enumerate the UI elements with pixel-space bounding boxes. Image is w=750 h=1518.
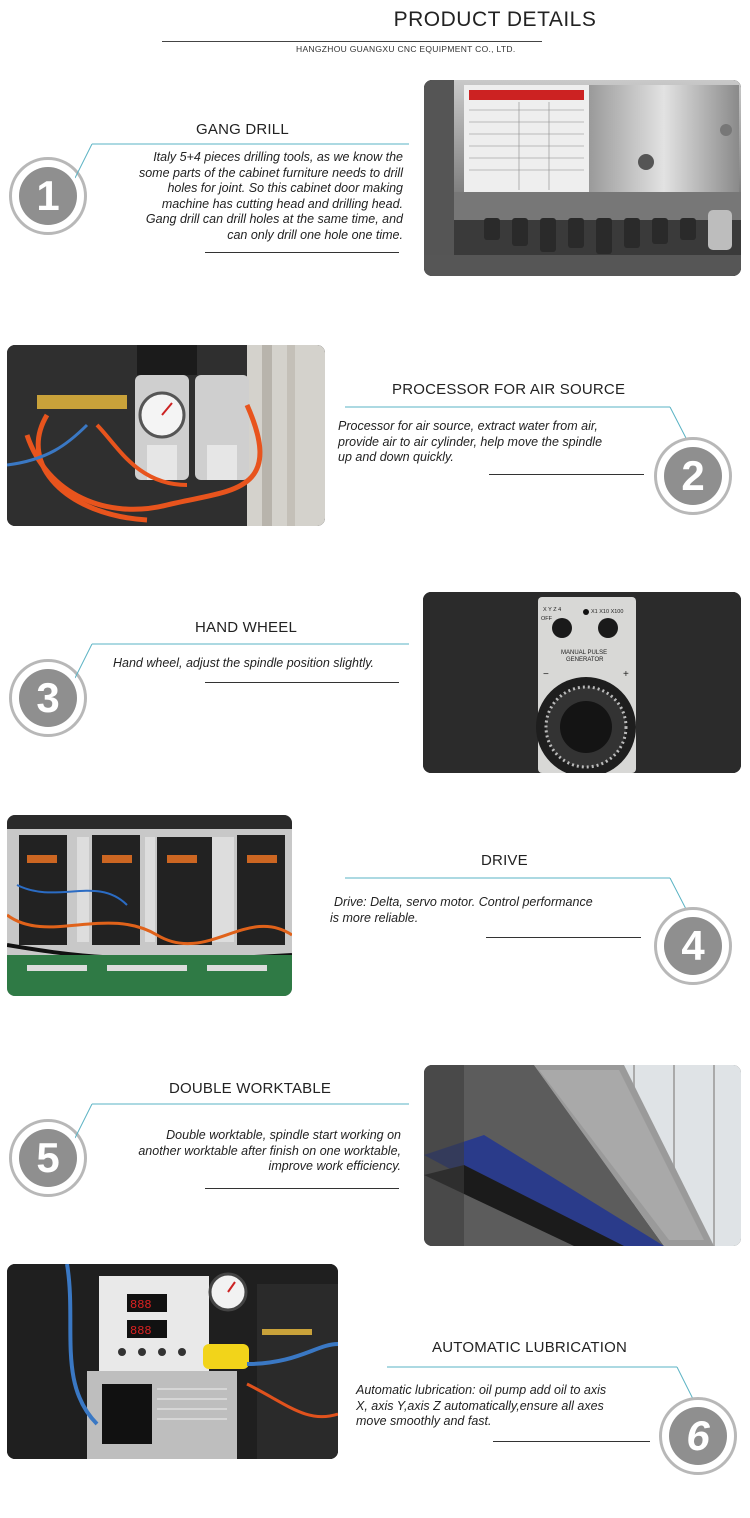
svg-text:888: 888: [130, 1298, 152, 1312]
minus-label: −: [543, 669, 549, 680]
generator-label-2: GENERATOR: [566, 657, 604, 663]
plus-label: +: [623, 669, 629, 680]
section-number-badge: [654, 437, 732, 515]
underline: [489, 474, 644, 475]
section-number-badge: [659, 1397, 737, 1475]
badge-number: 1: [19, 167, 77, 225]
scale-labels: X1 X10 X100: [591, 609, 624, 615]
page-title: PRODUCT DETAILS: [393, 8, 597, 31]
underline: [205, 682, 399, 683]
section-title: PROCESSOR FOR AIR SOURCE: [392, 381, 626, 398]
section-description: Italy 5+4 pieces drilling tools, as we know the some parts of the cabinet furniture needs to drill holes for joint. So this cabinet door making machine has cutting head and drilling head. Gang drill can drill holes at the same time, and can only drill one hole one time.: [138, 150, 403, 242]
air-filter-photo: [7, 345, 325, 526]
section-description: Double worktable, spindle start working on another worktable after finish on one worktable, improve work efficiency.: [138, 1128, 401, 1173]
section-title: HAND WHEEL: [195, 619, 298, 636]
badge-number: 6: [669, 1407, 727, 1465]
generator-label-1: MANUAL PULSE: [561, 650, 608, 656]
section-description: Automatic lubrication: oil pump add oil to axis X, axis Y,axis Z automatically,ensure all axes move smoothly and fast.: [356, 1383, 607, 1428]
underline: [486, 937, 641, 938]
off-label: OFF: [541, 616, 552, 622]
section-description: Drive: Delta, servo motor. Control performance is more reliable.: [330, 895, 593, 925]
axis-labels: X Y Z 4: [543, 607, 562, 613]
badge-number: 5: [19, 1129, 77, 1187]
section-description: Processor for air source, extract water from air, provide air to air cylinder, help move the spindle up and down quickly.: [338, 419, 603, 464]
title-divider: [162, 41, 542, 42]
underline: [205, 252, 399, 253]
section-title: DOUBLE WORKTABLE: [169, 1080, 332, 1097]
section-description: Hand wheel, adjust the spindle position slightly.: [113, 656, 375, 670]
svg-text:888: 888: [130, 1324, 152, 1338]
underline: [205, 1188, 399, 1189]
section-title: GANG DRILL: [196, 121, 289, 138]
servo-drive-photo: [7, 815, 292, 996]
section-title: DRIVE: [481, 852, 528, 869]
section-number-badge: [654, 907, 732, 985]
section-title: AUTOMATIC LUBRICATION: [432, 1339, 628, 1356]
underline: [493, 1441, 650, 1442]
company-name: HANGZHOU GUANGXU CNC EQUIPMENT CO., LTD.: [296, 44, 516, 54]
drill-head-photo: [424, 80, 741, 276]
badge-number: 4: [664, 917, 722, 975]
lubrication-pump-photo: [7, 1264, 338, 1459]
badge-number: 3: [19, 669, 77, 727]
badge-number: 2: [664, 447, 722, 505]
worktable-photo: [424, 1065, 741, 1246]
hand-wheel-photo: [423, 592, 741, 773]
